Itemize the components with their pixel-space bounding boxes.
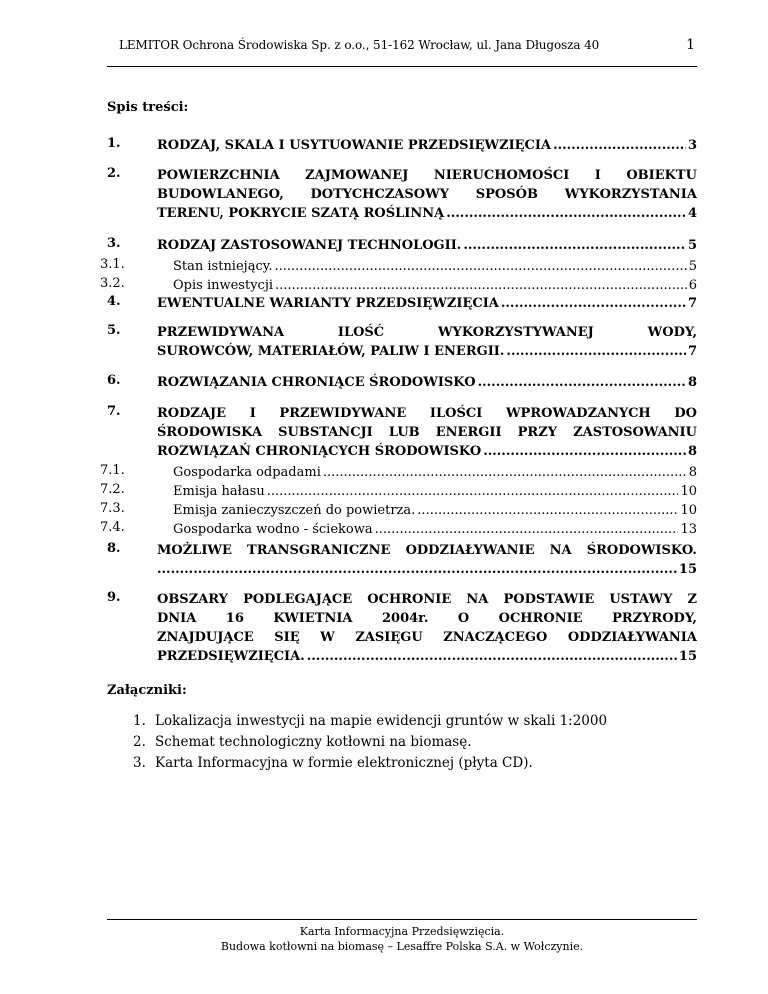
toc-text: Stan istniejący. bbox=[173, 259, 273, 274]
toc-number: 7. bbox=[107, 404, 121, 419]
toc-page: 15 bbox=[678, 562, 697, 577]
toc-page: 5 bbox=[687, 238, 697, 253]
header-divider bbox=[107, 66, 697, 67]
toc-page: 15 bbox=[678, 649, 697, 664]
toc-text: Opis inwestycji bbox=[173, 278, 274, 293]
toc-page: 10 bbox=[680, 503, 697, 518]
toc-number: 7.1. bbox=[100, 463, 125, 478]
toc-text: Emisja zanieczyszczeń do powietrza. bbox=[173, 503, 416, 518]
attachments-title: Załączniki: bbox=[107, 683, 187, 698]
footer-line-1: Karta Informacyjna Przedsięwzięcia. bbox=[299, 925, 505, 938]
toc-text: POWIERZCHNIA ZAJMOWANEJ NIERUCHOMOŚCI I OBIEKTU bbox=[157, 168, 697, 183]
toc-text: RODZAJE I PRZEWIDYWANE ILOŚCI WPROWADZANYCH DO bbox=[157, 406, 697, 421]
toc-text: Emisja hałasu bbox=[173, 484, 265, 499]
header-text: LEMITOR Ochrona Środowiska Sp. z o.o., 51-162 Wrocław, ul. Jana Długosza 40 bbox=[119, 38, 600, 52]
toc-page: 10 bbox=[680, 484, 697, 499]
toc-text: ROZWIĄZAŃ CHRONIĄCYCH ŚRODOWISKO bbox=[157, 444, 482, 459]
toc-page: 8 bbox=[687, 375, 697, 390]
toc-number: 9. bbox=[107, 590, 121, 605]
toc-page: 7 bbox=[687, 296, 697, 311]
toc-text: TERENU, POKRYCIE SZATĄ ROŚLINNĄ bbox=[157, 206, 445, 221]
toc-number: 4. bbox=[107, 294, 121, 309]
toc-number: 8. bbox=[107, 541, 121, 556]
toc-text: RODZAJ ZASTOSOWANEJ TECHNOLOGII. bbox=[157, 238, 462, 253]
toc-page: 8 bbox=[687, 444, 697, 459]
toc-number: 7.3. bbox=[100, 501, 125, 516]
toc-number: 3. bbox=[107, 236, 121, 251]
toc-number: 3.1. bbox=[100, 257, 125, 272]
toc-number: 2. bbox=[107, 166, 121, 181]
toc-text: Gospodarka wodno - ściekowa bbox=[173, 522, 373, 537]
toc-title: Spis treści: bbox=[107, 100, 189, 115]
toc-number: 7.2. bbox=[100, 482, 125, 497]
list-item: 1. Lokalizacja inwestycji na mapie ewidencji gruntów w skali 1:2000 bbox=[133, 713, 608, 729]
toc-text: SUROWCÓW, MATERIAŁÓW, PALIW I ENERGII. bbox=[157, 344, 505, 359]
toc-number: 3.2. bbox=[100, 276, 125, 291]
toc-number: 7.4. bbox=[100, 520, 125, 535]
toc-page: 5 bbox=[688, 259, 697, 274]
toc-text: ŚRODOWISKA SUBSTANCJI LUB ENERGII PRZY ZASTOSOWANIU bbox=[157, 425, 697, 440]
toc-text: Gospodarka odpadami bbox=[173, 465, 321, 480]
toc-text: BUDOWLANEGO, DOTYCHCZASOWY SPOSÓB WYKORZYSTANIA bbox=[157, 187, 697, 202]
toc-text: MOŻLIWE TRANSGRANICZNE ODDZIAŁYWANIE NA ŚRODOWISKO. bbox=[157, 543, 697, 558]
toc-page: 8 bbox=[688, 465, 697, 480]
toc-number: 5. bbox=[107, 323, 121, 338]
list-item: 3. Karta Informacyjna w formie elektronicznej (płyta CD). bbox=[133, 755, 533, 771]
toc-page: 7 bbox=[687, 344, 697, 359]
toc-text: PRZEDSIĘWZIĘCIA. bbox=[157, 649, 305, 664]
page-footer bbox=[107, 924, 697, 954]
attachments-list bbox=[133, 711, 607, 774]
toc-text: EWENTUALNE WARIANTY PRZEDSIĘWZIĘCIA bbox=[157, 296, 499, 311]
toc-page: 3 bbox=[687, 138, 697, 153]
toc-page: 4 bbox=[687, 206, 697, 221]
toc-text: DNIA 16 KWIETNIA 2004r. O OCHRONIE PRZYRODY, bbox=[157, 611, 697, 626]
toc-text: PRZEWIDYWANA ILOŚĆ WYKORZYSTYWANEJ WODY, bbox=[157, 325, 697, 340]
page-number: 1 bbox=[686, 37, 695, 53]
toc-number: 1. bbox=[107, 136, 121, 151]
page-header bbox=[107, 38, 697, 66]
toc-number: 6. bbox=[107, 373, 121, 388]
toc-text: ROZWIĄZANIA CHRONIĄCE ŚRODOWISKO bbox=[157, 375, 476, 390]
list-item: 2. Schemat technologiczny kotłowni na biomasę. bbox=[133, 734, 472, 750]
footer-divider bbox=[107, 919, 697, 920]
toc-text: RODZAJ, SKALA I USYTUOWANIE PRZEDSIĘWZIĘCIA bbox=[157, 138, 552, 153]
toc-page: 13 bbox=[680, 522, 697, 537]
toc-text: OBSZARY PODLEGAJĄCE OCHRONIE NA PODSTAWIE USTAWY Z bbox=[157, 592, 697, 607]
footer-line-2: Budowa kotłowni na biomasę – Lesaffre Polska S.A. w Wołczynie. bbox=[220, 940, 584, 953]
toc-page: 6 bbox=[688, 278, 697, 293]
toc-text: ZNAJDUJĄCE SIĘ W ZASIĘGU ZNACZĄCEGO ODDZIAŁYWANIA bbox=[157, 630, 697, 645]
